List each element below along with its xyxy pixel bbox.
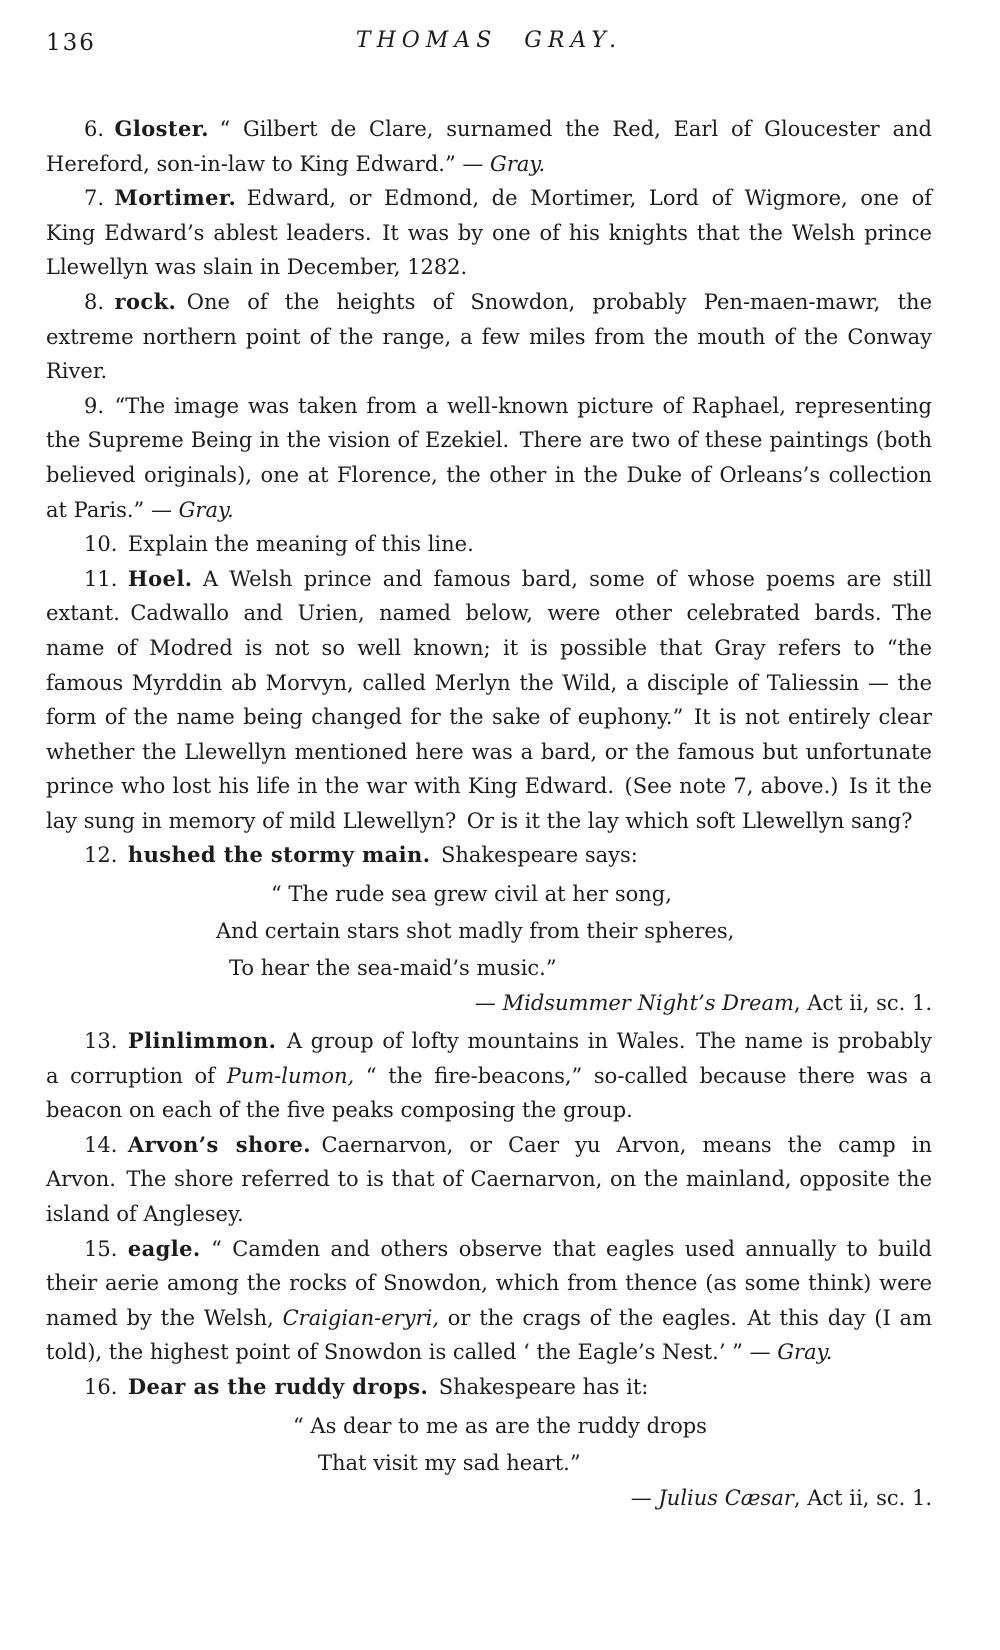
note-text: 16. [84,1375,128,1399]
italic-text: Gray. [777,1340,833,1365]
italic-text: Gray. [490,151,546,176]
note-paragraph [46,1128,932,1232]
note-paragraph [46,389,932,527]
note-paragraph [46,1232,932,1370]
italic-text: Craigian-eryri, [282,1305,439,1330]
note-text: — [630,1485,659,1510]
verse-line: “ As dear to me as are the ruddy drops [293,1413,707,1438]
verse-line: That visit my sad heart.” [318,1450,581,1475]
verse-quote [293,1408,932,1482]
note-text: “ the fire-beacons,” so-called because there was a beacon on each of the five peaks composing the group. [46,1063,932,1123]
note-paragraph [46,1370,932,1405]
note-paragraph [46,527,932,562]
note-text: — [474,991,503,1016]
note-text: 12. [84,843,128,868]
note-paragraph [46,562,932,839]
page-body [46,112,932,1515]
note-text: A Welsh prince and famous bard, some of whose poems are still extant. Cadwallo and Urien, named below, were other celebrated bards. The name of Modred is not so well known; it is possible that Gray refers to “the famous Myrddin ab Morvyn, called Merlyn the Wild, a disciple of Taliessin — the form of the name being changed for the sake of euphony.” It is not entirely clear whether the Llewellyn mentioned here was a bard, or the famous but unfortunate prince who lost his life in the war with King Edward. (See note 7, above.) Is it the lay sung in memory of mild Llewellyn? Or is it the lay which soft Llewellyn sang? [46,566,932,833]
note-text: A group of lofty mountains in Wales. The name is probably a corruption of [46,1029,932,1088]
note-lead-word: Mortimer. [114,185,237,211]
italic-text: Midsummer Night’s Dream [502,991,794,1016]
note-lead-word: Hoel. [127,565,193,591]
note-text: Shakespeare has it: [428,1375,649,1399]
page-header [46,28,932,62]
verse-quote [216,876,932,987]
verse-line: “ The rude sea grew civil at her song, [271,882,672,907]
verse-line: And certain stars shot madly from their spheres, [216,919,735,944]
note-lead-word: Gloster. [114,116,209,141]
note-text: 15. [84,1236,128,1261]
note-text: 6. [84,117,115,141]
note-text: , Act ii, sc. 1. [793,1485,932,1510]
note-text: “ Camden and others observe that eagles used annually to build their aerie among the rocks of Snowdon, which from thence (as some think) were named by the Welsh, [46,1236,932,1330]
note-text: Caernarvon, or Caer yu Arvon, means the camp in Arvon. The shore referred to is that of Caernarvon, on the mainland, opposite the island of Anglesey. [46,1132,933,1227]
note-paragraph [46,181,932,285]
note-text: or the crags of the eagles. At this day (I am told), the highest point of Snowdon is called ‘ the Eagle’s Nest.’ ” — [46,1305,932,1365]
note-text: 7. [84,186,115,211]
note-text: 10. Explain the meaning of this line. [84,532,474,557]
note-paragraph [46,112,932,181]
verse-attribution [46,987,932,1020]
italic-text: Pum-lumon, [226,1063,355,1088]
note-lead-word: hushed the stormy main. [127,842,431,868]
note-lead-word: rock. [114,288,177,314]
verse-line: To hear the sea-maid’s music.” [229,956,557,981]
note-lead-word: eagle. [127,1235,201,1261]
italic-text: Gray. [178,497,234,522]
note-text: 9. “The image was taken from a well-known picture of Raphael, representing the Supreme Being in the vision of Ezekiel. There are two of these paintings (both believed originals), one at Florence, the other in the Duke of Orleans’s collection at Paris.” — [46,393,932,522]
note-lead-word: Arvon’s shore. [127,1131,311,1157]
note-text: One of the heights of Snowdon, probably Pen-maen-mawr, the extreme northern point of the range, a few miles from the mouth of the Conway River. [46,289,932,384]
note-text: 11. [84,566,128,591]
note-text: Shakespeare says: [430,843,638,868]
verse-attribution [46,1482,932,1515]
note-text: Edward, or Edmond, de Mortimer, Lord of Wigmore, one of King Edward’s ablest leaders. It was by one of his knights that the Welsh prince Llewellyn was slain in December, 1282. [46,186,932,280]
italic-text: Julius Cæsar [658,1485,794,1510]
note-paragraph [46,838,932,873]
note-text: 13. [84,1029,128,1054]
note-lead-word: Dear as the ruddy drops. [127,1374,429,1399]
note-text: 14. [84,1132,128,1157]
note-text: “ Gilbert de Clare, surnamed the Red, Earl of Gloucester and Hereford, son-in-law to King Edward.” — [46,117,932,176]
note-text: 8. [84,289,115,314]
note-text: , Act ii, sc. 1. [793,991,932,1016]
note-lead-word: Plinlimmon. [127,1028,277,1054]
running-title: THOMAS GRAY. [355,28,623,53]
page-number: 136 [46,30,96,56]
note-paragraph [46,1024,932,1128]
note-paragraph [46,285,932,389]
